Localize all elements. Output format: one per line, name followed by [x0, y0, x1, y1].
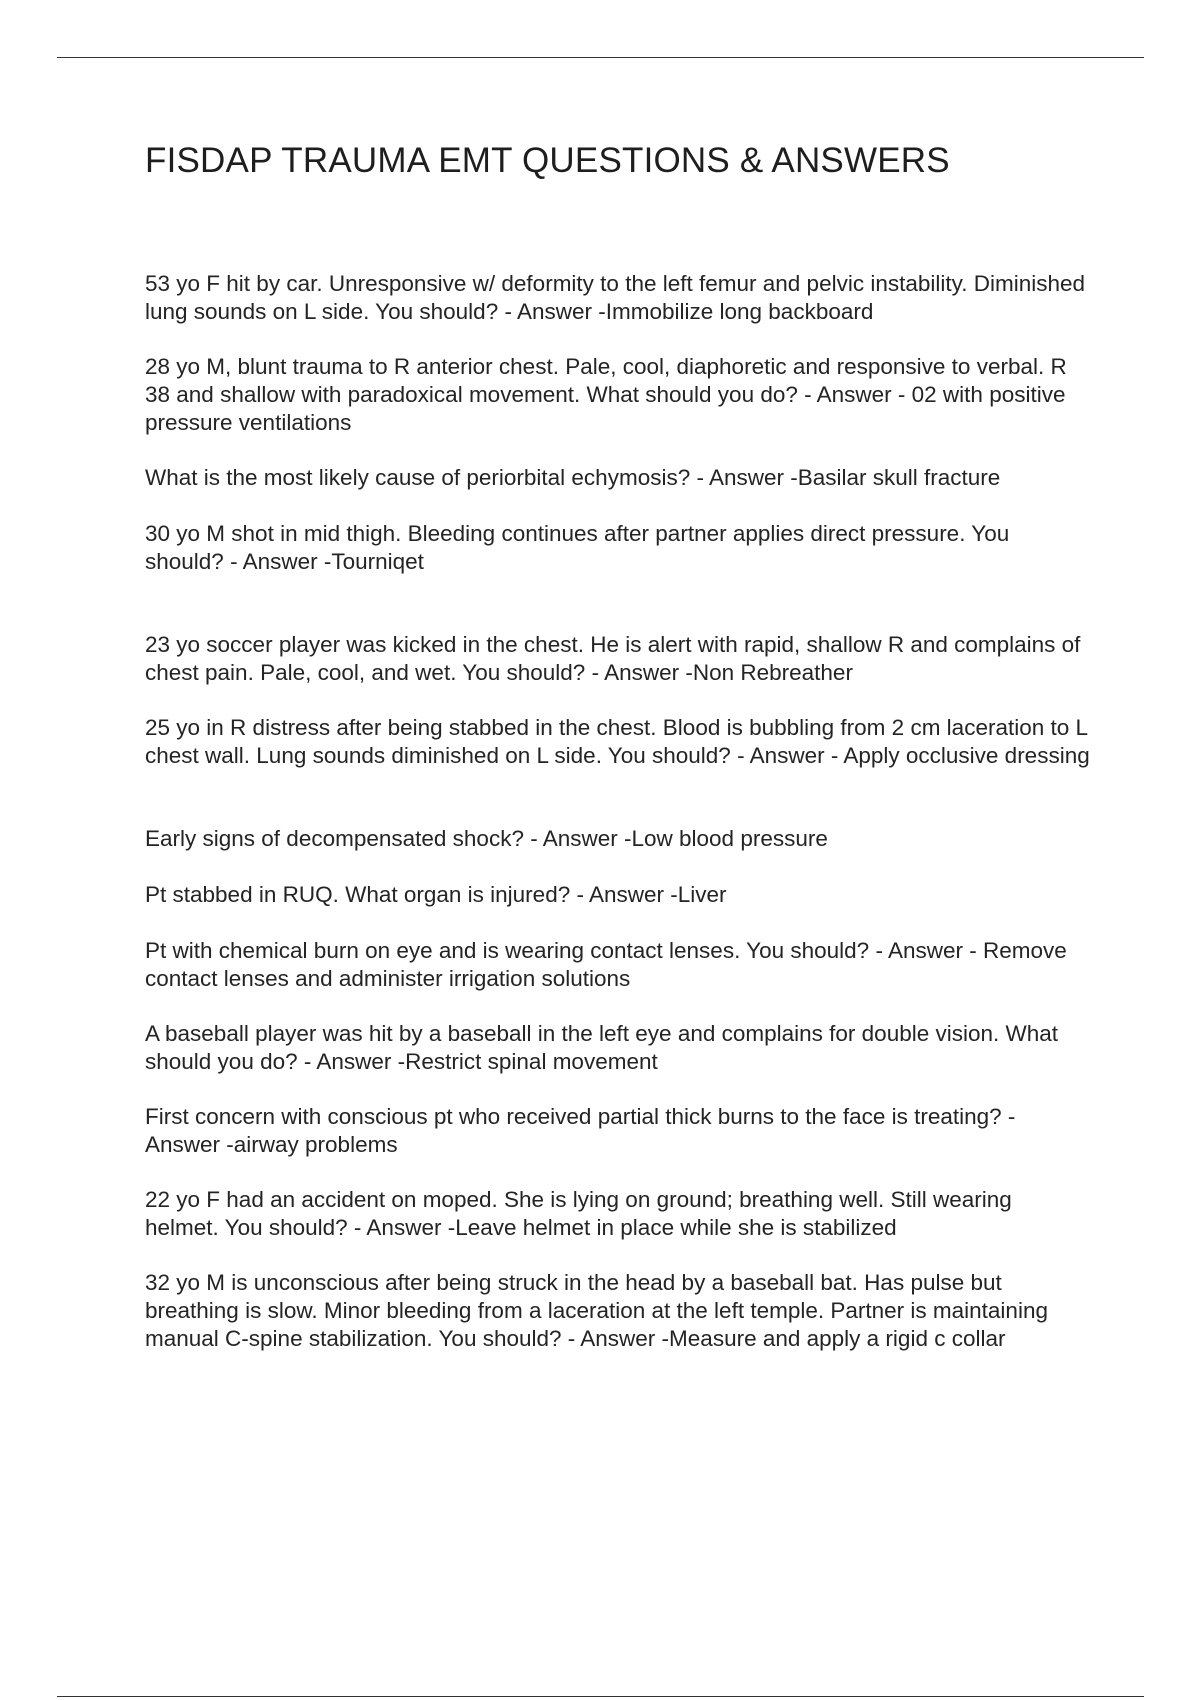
qa-item: Early signs of decompensated shock? - Answer -Low blood pressure [145, 826, 828, 851]
qa-item: 28 yo M, blunt trauma to R anterior chest. Pale, cool, diaphoretic and responsive to verbal. R 38 and shallow with paradoxical movement. What should you do? - Answer - 02 with positive pressure ventilations [145, 354, 1067, 435]
header-rule [57, 57, 1144, 58]
qa-item: 25 yo in R distress after being stabbed in the chest. Blood is bubbling from 2 cm laceration to L chest wall. Lung sounds diminished on L side. You should? - Answer - Apply occlusive dressing [145, 715, 1090, 768]
qa-item: First concern with conscious pt who received partial thick burns to the face is treating? - Answer -airway problems [145, 1104, 1016, 1157]
qa-item: Pt stabbed in RUQ. What organ is injured? - Answer -Liver [145, 882, 727, 907]
qa-item: What is the most likely cause of periorbital echymosis? - Answer -Basilar skull fracture [145, 465, 1001, 490]
qa-item: 22 yo F had an accident on moped. She is lying on ground; breathing well. Still wearing helmet. You should? - Answer -Leave helmet in place while she is stabilized [145, 1187, 1012, 1240]
footer-rule [57, 1696, 1144, 1697]
qa-item: Pt with chemical burn on eye and is wearing contact lenses. You should? - Answer - Remove contact lenses and administer irrigation solutions [145, 938, 1067, 991]
qa-item: 32 yo M is unconscious after being struck in the head by a baseball bat. Has pulse but breathing is slow. Minor bleeding from a laceration at the left temple. Partner is maintaining manual C-spine stabilization. You should? - Answer -Measure and apply a rigid c collar [145, 1270, 1048, 1351]
qa-item: A baseball player was hit by a baseball in the left eye and complains for double vision. What should you do? - Answer -Restrict spinal movement [145, 1021, 1059, 1074]
qa-item: 30 yo M shot in mid thigh. Bleeding continues after partner applies direct pressure. You should? - Answer -Tourniqet [145, 521, 1010, 574]
qa-item: 23 yo soccer player was kicked in the chest. He is alert with rapid, shallow R and complains of chest pain. Pale, cool, and wet. You should? - Answer -Non Rebreather [145, 632, 1081, 685]
qa-item: 53 yo F hit by car. Unresponsive w/ deformity to the left femur and pelvic instability. Diminished lung sounds on L side. You should? - Answer -Immobilize long backboard [145, 271, 1085, 324]
document-title: FISDAP TRAUMA EMT QUESTIONS & ANSWERS [145, 141, 950, 180]
